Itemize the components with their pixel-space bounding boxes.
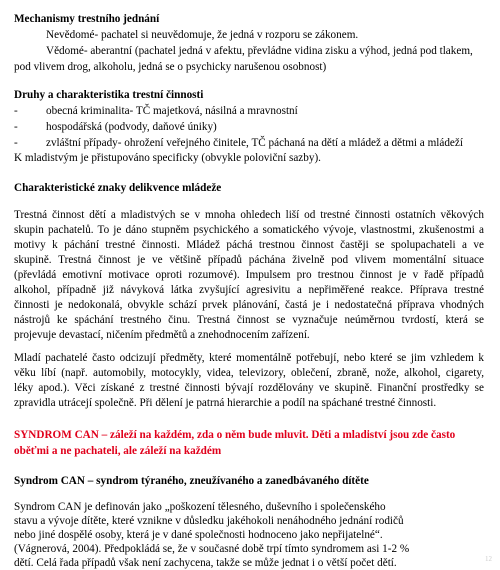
paragraph-line: (převládá emotivní motivace oproti rozumové). Impulsem pro trestnou činnost je v řadě případů xyxy=(14,269,484,281)
bullet-dash: - xyxy=(14,105,18,117)
paragraph-line: K mladistvým je přistupováno specificky (obvykle poloviční sazby). xyxy=(14,152,321,164)
paragraph-line: alkohol, případně již návyková látka zvyšující agresivitu a nepřiměřené reakce. Příprava trestné xyxy=(14,284,484,296)
paragraph-line: skupin pachatelů. To je dáno stupněm psychického a somatického vývoje, vlastnostmi, zkušenostmi a xyxy=(14,224,484,236)
paragraph-line: nástrojů ke spáchání trestného činu. Trestná činnost se vyznačuje neúměrnou tvrdostí, která se xyxy=(14,314,484,326)
paragraph-line: Mladí pachatelé často odcizují předměty, které momentálně potřebují, nebo které se jim vzhledem k xyxy=(14,352,484,364)
paragraph-line: skupině. Trestná činnost je ve většině případů páchána živelně pod vlivem momentální situace xyxy=(14,254,484,266)
bullet-dash: - xyxy=(14,121,18,133)
page-number: 12 xyxy=(485,555,492,563)
paragraph-line: Syndrom CAN je definován jako „poškození tělesného, duševního i společenského xyxy=(14,501,386,513)
section-title-znaky: Charakteristické znaky delikvence mládeže xyxy=(14,182,222,194)
paragraph-line: (Vágnerová, 2004). Předpokládá se, že v současné době trpí tímto syndromem asi 1-2 % xyxy=(14,543,410,555)
paragraph-line: nebo jiné dospělé osoby, která je v dané společnosti hodnoceno jako nepřijatelné“. xyxy=(14,529,383,541)
paragraph-line: dětí. Celá řada případů však není zachycena, takže se může jednat i o větší počet dětí. xyxy=(14,557,397,569)
list-item: obecná kriminalita- TČ majetková, násilná a mravnostní xyxy=(46,105,298,117)
highlight-syndrom-can: oběťmi a ne pachateli, ale záleží na každém xyxy=(14,445,222,457)
paragraph-line: Vědomé- aberantní (pachatel jedná v afektu, převládne vidina zisku a výhod, jedná pod tlakem, xyxy=(46,45,473,57)
section-title-druhy: Druhy a charakteristika trestní činnosti xyxy=(14,89,204,101)
paragraph-line: Nevědomé- pachatel si neuvědomuje, že jedná v rozporu se zákonem. xyxy=(46,29,359,41)
paragraph-line: projevuje devastací, ničením předmětů a znehodnocením zařízení. xyxy=(14,329,310,341)
section-title-mechanismy: Mechanismy trestního jednání xyxy=(14,13,160,25)
bullet-dash: - xyxy=(14,137,18,149)
paragraph-line: věku líbí (např. automobily, motocykly, videa, televizory, oblečení, zbraně, nože, alkohol, cigarety, xyxy=(14,367,484,379)
list-item: hospodářská (podvody, daňové úniky) xyxy=(46,121,217,133)
paragraph-line: činnosti je nedokonalá, obvykle schází prvek plánování, častá je i nedostatečná příprava vhodných xyxy=(14,299,484,311)
highlight-syndrom-can: SYNDROM CAN – záleží na každém, zda o něm bude mluvit. Děti a mladiství jsou zde často xyxy=(14,429,456,441)
list-item: zvláštní případy- ohrožení veřejného činitele, TČ páchaná na dětí a mládež a dětmi a mládeží xyxy=(46,137,463,149)
paragraph-line: stavu a vývoje dítěte, které vznikne v důsledku jakéhokoli nenáhodného jednání rodičů xyxy=(14,515,404,527)
section-title-syndrom: Syndrom CAN – syndrom týraného, zneužívaného a zanedbávaného dítěte xyxy=(14,475,369,487)
paragraph-line: pod vlivem drog, alkoholu, jedná se o psychicky narušenou osobnost) xyxy=(14,61,327,73)
paragraph-line: léky apod.). Věci získané z trestné činnosti bývají rozdělovány ve skupině. Finanční prostředky se xyxy=(14,382,484,394)
paragraph-line: Trestná činnost dětí a mladistvých se v mnoha ohledech liší od trestné činnosti ostatních věkových xyxy=(14,209,484,221)
paragraph-line: zpravidla utrácejí společně. Při dělení je patrná hierarchie a podíl na spáchané trestné činnosti. xyxy=(14,397,437,409)
paragraph-line: motivy k páchání trestné činnosti. Mládež páchá trestnou činnost častěji se spolupachateli a ve xyxy=(14,239,484,251)
